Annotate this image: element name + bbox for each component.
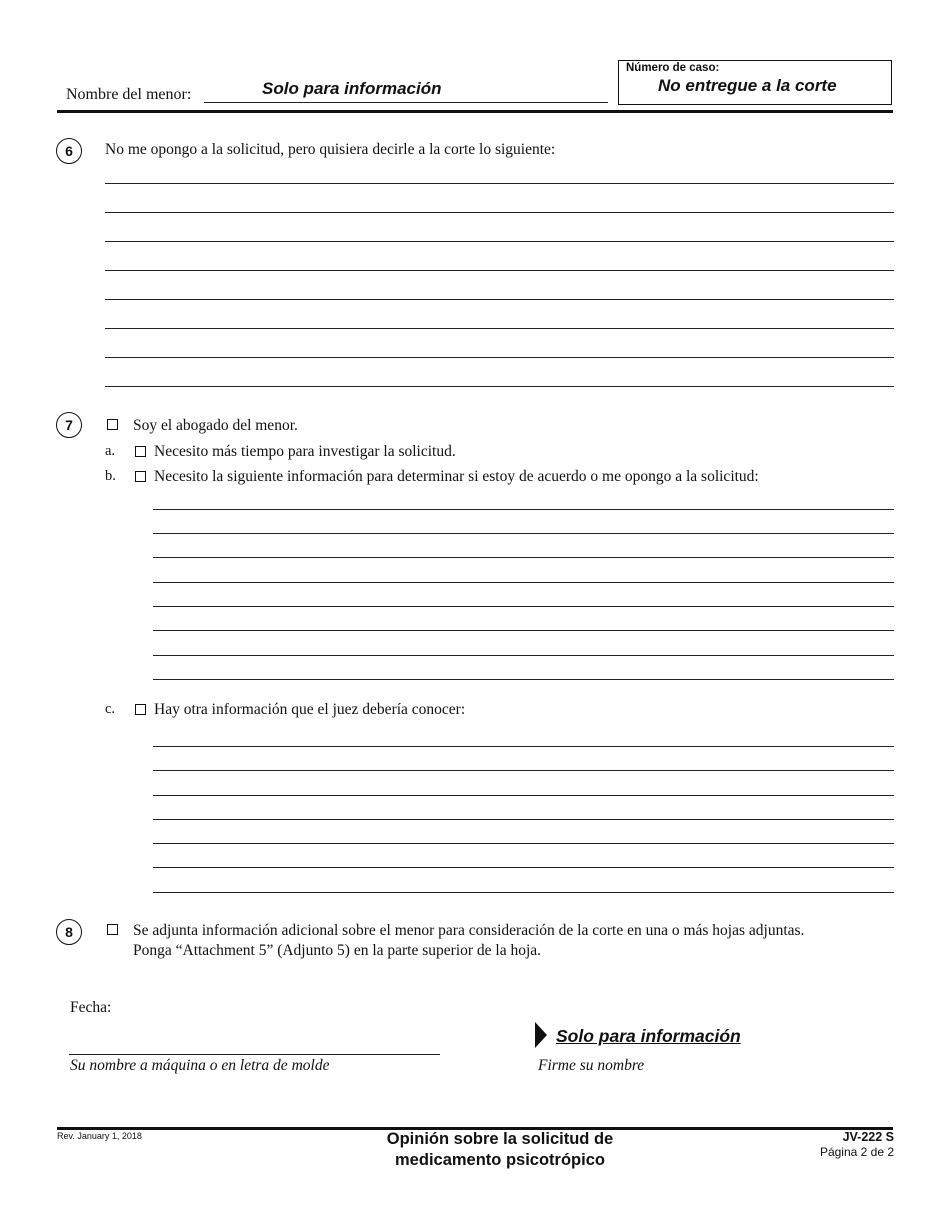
write-line[interactable] <box>105 357 894 358</box>
page-number: Página 2 de 2 <box>819 1145 894 1159</box>
item-7c-text: Hay otra información que el juez debería conocer: <box>154 701 466 718</box>
write-line[interactable] <box>153 843 894 844</box>
item-8-line2: Ponga “Attachment 5” (Adjunto 5) en la parte superior de la hoja. <box>133 942 542 959</box>
signature-value[interactable]: Solo para información <box>556 1026 741 1046</box>
write-line[interactable] <box>153 746 894 747</box>
item-7b-text: Necesito la siguiente información para determinar si estoy de acuerdo o me opongo a la solicitud: <box>154 468 759 485</box>
case-number-value: No entregue a la corte <box>658 76 837 95</box>
write-line[interactable] <box>153 606 894 607</box>
write-line[interactable] <box>153 867 894 868</box>
other-info-checkbox[interactable] <box>135 704 146 715</box>
more-time-checkbox[interactable] <box>135 446 146 457</box>
write-line[interactable] <box>153 533 894 534</box>
write-line[interactable] <box>105 241 894 242</box>
item-8-number: 8 <box>56 919 82 945</box>
attorney-text: Soy el abogado del menor. <box>133 417 298 434</box>
write-line[interactable] <box>105 212 894 213</box>
write-line[interactable] <box>105 183 894 184</box>
form-title-line1: Opinión sobre la solicitud de <box>386 1130 614 1148</box>
item-7a-letter: a. <box>105 443 116 459</box>
sign-here-arrow-icon <box>535 1022 547 1048</box>
child-name-value[interactable]: Solo para información <box>262 79 442 98</box>
item-7c-letter: c. <box>105 701 116 717</box>
item-6-number: 6 <box>56 138 82 164</box>
write-line[interactable] <box>153 819 894 820</box>
write-line[interactable] <box>153 557 894 558</box>
write-line[interactable] <box>153 770 894 771</box>
header-rule <box>57 110 893 113</box>
attachment-checkbox[interactable] <box>107 924 118 935</box>
need-info-checkbox[interactable] <box>135 471 146 482</box>
item-6-text: No me opongo a la solicitud, pero quisiera decirle a la corte lo siguiente: <box>105 141 556 158</box>
attorney-checkbox[interactable] <box>107 419 118 430</box>
form-title-line2: medicamento psicotrópico <box>395 1151 605 1169</box>
write-line[interactable] <box>153 509 894 510</box>
date-label: Fecha: <box>70 999 112 1016</box>
child-name-underline <box>204 102 608 103</box>
write-line[interactable] <box>105 328 894 329</box>
write-line[interactable] <box>105 299 894 300</box>
form-id: JV-222 S <box>842 1130 894 1144</box>
write-line[interactable] <box>105 386 894 387</box>
write-line[interactable] <box>153 892 894 893</box>
item-7a-text: Necesito más tiempo para investigar la solicitud. <box>154 443 456 460</box>
item-8-line1: Se adjunta información adicional sobre el menor para consideración de la corte en una o más hojas adjuntas. <box>133 922 805 939</box>
child-name-label: Nombre del menor: <box>66 86 192 103</box>
write-line[interactable] <box>153 679 894 680</box>
item-7-number: 7 <box>56 412 82 438</box>
write-line[interactable] <box>153 630 894 631</box>
case-number-label: Número de caso: <box>626 62 720 74</box>
case-number-box[interactable] <box>618 60 892 105</box>
item-7b-letter: b. <box>105 468 116 484</box>
typed-name-line[interactable] <box>69 1054 440 1055</box>
sign-caption: Firme su nombre <box>538 1057 645 1074</box>
write-line[interactable] <box>153 582 894 583</box>
write-line[interactable] <box>153 655 894 656</box>
typed-name-caption: Su nombre a máquina o en letra de molde <box>70 1057 330 1074</box>
rev-date: Rev. January 1, 2018 <box>57 1131 142 1141</box>
write-line[interactable] <box>105 270 894 271</box>
write-line[interactable] <box>153 795 894 796</box>
